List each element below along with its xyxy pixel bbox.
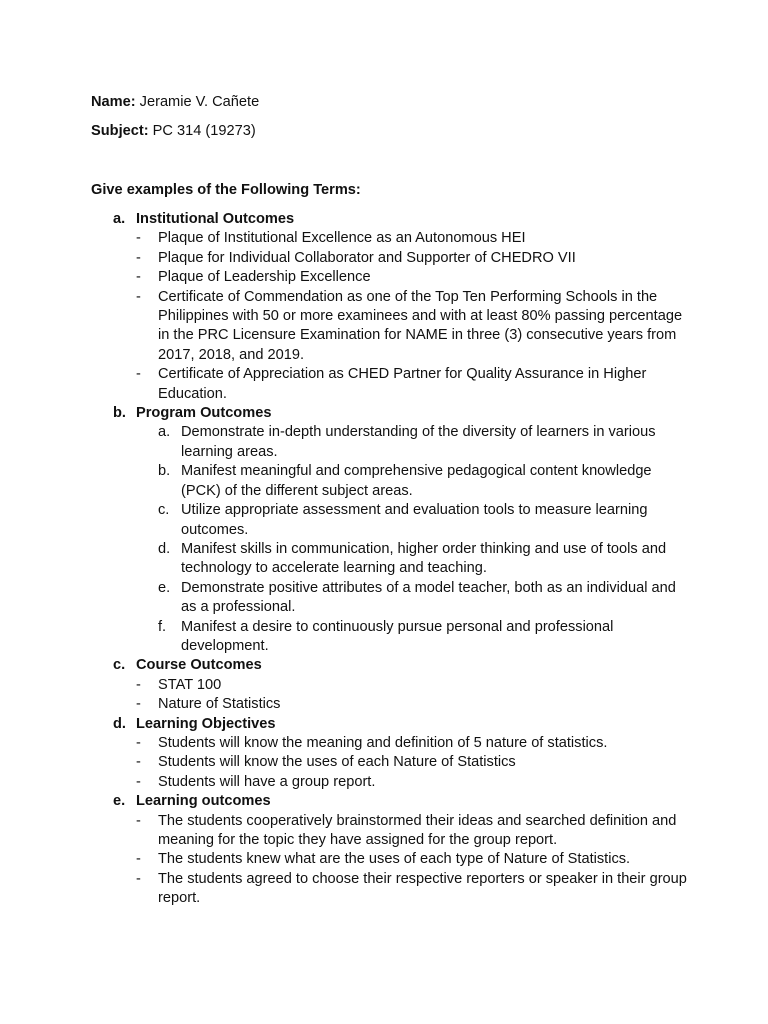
list-item (91, 229, 691, 248)
list-item-text: Manifest meaningful and comprehensive pedagogical content knowledge (PCK) of the different subject areas. (181, 463, 652, 499)
list-item (91, 288, 691, 366)
section-letter: e. (113, 793, 126, 810)
list-item-text: Demonstrate in-depth understanding of the diversity of learners in various learning areas. (181, 424, 656, 460)
section-items (91, 734, 691, 792)
item-letter: c. (158, 502, 170, 519)
subject-value: PC 314 (19273) (152, 123, 256, 139)
item-letter: f. (158, 618, 167, 635)
dash-bullet: - (136, 812, 141, 829)
item-letter: d. (158, 540, 171, 557)
dash-bullet: - (136, 851, 141, 868)
section-title (91, 715, 691, 734)
section-title (91, 792, 691, 811)
section-items (91, 812, 691, 909)
list-item (91, 753, 691, 772)
dash-bullet: - (136, 870, 141, 887)
name-label: Name: (91, 94, 136, 110)
section-title (91, 404, 691, 423)
dash-bullet: - (136, 269, 141, 286)
list-item (91, 676, 691, 695)
dash-bullet: - (136, 773, 141, 790)
section-letter: b. (113, 405, 126, 422)
list-item-text: Certificate of Commendation as one of the Top Ten Performing Schools in the Philippines with 50 or more examinees and with at least 80% passing percentage in the PRC Licensure Examination for NAME in three (3) consecutive years from 2017, 2018, and 2019. (158, 288, 683, 363)
list-item-text: The students knew what are the uses of each type of Nature of Statistics. (158, 851, 631, 868)
list-item (91, 850, 691, 869)
section-program-outcomes (91, 404, 691, 656)
list-item (91, 423, 691, 462)
dash-bullet: - (136, 676, 141, 693)
list-item-text: STAT 100 (158, 676, 222, 693)
list-item (91, 618, 691, 657)
item-letter: b. (158, 463, 171, 480)
dash-bullet: - (136, 734, 141, 751)
list-item (91, 579, 691, 618)
list-item (91, 695, 691, 714)
dash-bullet: - (136, 754, 141, 771)
section-institutional-outcomes (91, 210, 691, 404)
instructions-heading: Give examples of the Following Terms: (91, 182, 361, 198)
list-item (91, 249, 691, 268)
list-item-text: Plaque for Individual Collaborator and Supporter of CHEDRO VII (158, 249, 576, 266)
section-title-text: Course Outcomes (136, 657, 262, 674)
section-learning-objectives (91, 715, 691, 793)
list-item-text: The students agreed to choose their respective reporters or speaker in their group report. (158, 870, 687, 907)
list-item-text: Plaque of Leadership Excellence (158, 269, 371, 286)
item-letter: e. (158, 579, 171, 596)
list-item (91, 501, 691, 540)
section-course-outcomes (91, 656, 691, 714)
list-item-text: Students will know the uses of each Nature of Statistics (158, 754, 516, 771)
section-items (91, 676, 691, 715)
name-line (91, 93, 259, 112)
list-item (91, 268, 691, 287)
subject-line (91, 122, 256, 141)
list-item-text: Nature of Statistics (158, 696, 281, 713)
list-item (91, 734, 691, 753)
list-item (91, 365, 691, 404)
list-item (91, 540, 691, 579)
list-item-text: Students will know the meaning and definition of 5 nature of statistics. (158, 734, 608, 751)
dash-bullet: - (136, 249, 141, 266)
section-title-text: Learning outcomes (136, 793, 271, 810)
section-items (91, 229, 691, 404)
dash-bullet: - (136, 696, 141, 713)
dash-bullet: - (136, 230, 141, 247)
section-letter: a. (113, 211, 126, 227)
name-value: Jeramie V. Cañete (139, 94, 260, 110)
list-item-text: Manifest a desire to continuously pursue personal and professional development. (181, 618, 614, 654)
section-title-text: Institutional Outcomes (136, 211, 295, 227)
section-letter: d. (113, 715, 126, 732)
list-item (91, 812, 691, 851)
section-items (91, 423, 691, 656)
dash-bullet: - (136, 288, 141, 305)
list-item-text: Manifest skills in communication, higher order thinking and use of tools and technology to accelerate learning and teaching. (181, 540, 667, 577)
list-item (91, 870, 691, 909)
section-title-text: Learning Objectives (136, 715, 276, 732)
list-item-text: Utilize appropriate assessment and evaluation tools to measure learning outcomes. (181, 502, 648, 538)
section-letter: c. (113, 657, 126, 674)
list-item (91, 773, 691, 792)
section-title (91, 210, 691, 229)
list-item-text: Certificate of Appreciation as CHED Partner for Quality Assurance in Higher Education. (158, 366, 647, 402)
terms-list (91, 210, 691, 909)
list-item (91, 462, 691, 501)
list-item-text: The students cooperatively brainstormed their ideas and searched definition and meaning for the topic they have assigned for the group report. (158, 812, 677, 848)
subject-label: Subject: (91, 123, 149, 139)
section-learning-outcomes (91, 792, 691, 908)
item-letter: a. (158, 424, 171, 441)
dash-bullet: - (136, 366, 141, 383)
list-item-text: Students will have a group report. (158, 773, 376, 790)
list-item-text: Demonstrate positive attributes of a model teacher, both as an individual and as a professional. (181, 579, 676, 616)
section-title (91, 656, 691, 675)
section-title-text: Program Outcomes (136, 405, 272, 422)
list-item-text: Plaque of Institutional Excellence as an Autonomous HEI (158, 230, 526, 247)
